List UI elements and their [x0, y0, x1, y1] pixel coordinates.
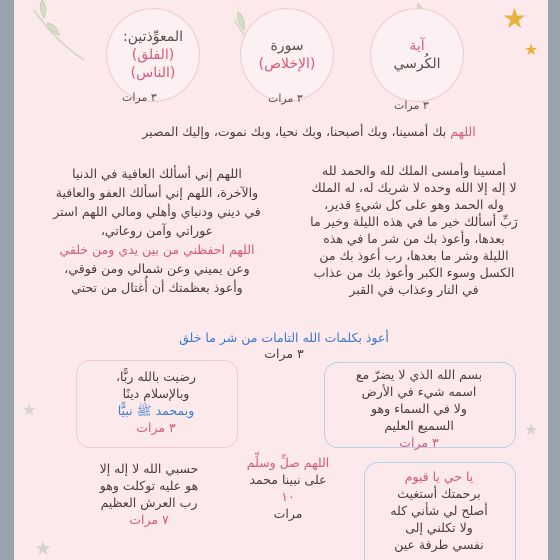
star-icon: ★	[22, 400, 37, 419]
text-line: ولا تكلني إلى	[405, 520, 473, 535]
text-line: لا إله إلا الله وحده لا شريك له، له الملك	[311, 180, 517, 195]
text-line: عوراتي وآمن روعاتي،	[100, 223, 214, 238]
evening-supplication-line	[74, 124, 544, 139]
star-icon: ★	[524, 420, 539, 439]
text-line: اللهم احفظني من بين يدي ومن خلفي	[59, 242, 255, 257]
text-line: يا حي يا قيوم	[404, 469, 474, 484]
text-line: أصلح لي شأني كله	[390, 503, 488, 518]
text-line: وبالإسلام دينًا	[122, 386, 190, 401]
text-line: والآخرة، اللهم إني أسألك العفو والعافية	[55, 185, 259, 200]
text-line: بعدها، وأعوذ بك من شر ما في هذه	[323, 231, 505, 246]
text-line: حسبي الله لا إله إلا	[99, 461, 199, 476]
text-line: اسمه شيء في الأرض	[361, 384, 477, 399]
text-line: الليلة وشر ما بعدها، رب أعوذ بك من	[319, 248, 509, 263]
header-rest: بك أمسينا، وبك أصبحنا، وبك نحيا، وبك نموت، وإليك المصير	[142, 124, 451, 139]
salli-count-word: مرات	[273, 506, 303, 521]
text-line: رضيت بالله ربًّا،	[116, 369, 196, 384]
nas-label: (الناس)	[130, 65, 176, 81]
muawwidhat-label: المعوِّذتين:	[123, 29, 183, 45]
amsayna-block	[284, 162, 544, 298]
star-icon: ★	[502, 2, 528, 35]
text-line: ولا في السماء وهو	[371, 401, 467, 416]
salli-block	[228, 454, 348, 522]
text-line: في ديني ودنياي وأهلي ومالي اللهم استر	[53, 204, 261, 219]
hasbi-block	[64, 460, 234, 528]
text-line: وله الحمد وهو على كل شيءٍ قدير،	[324, 197, 504, 212]
ikhlas-label: (الإخلاص)	[258, 56, 316, 72]
salli-count-number: ١٠	[281, 489, 295, 504]
bismillah-count: ٣ مرات	[399, 435, 439, 450]
text-line: وبمحمد ﷺ نبيًّا	[117, 403, 195, 418]
text-line: في النار وعذاب في القبر	[349, 282, 479, 297]
text-line: وأعوذ بعظمتك أن أُغتال من تحتي	[71, 280, 243, 295]
ayat-count: ٣ مرات	[394, 99, 429, 112]
sura-label: سورة	[270, 38, 304, 54]
alkursi-label: الكُرسي	[393, 56, 441, 72]
surat-ikhlas-circle	[240, 8, 334, 102]
raditu-count: ٣ مرات	[136, 420, 176, 435]
afiya-block	[30, 164, 284, 297]
sura-count: ٣ مرات	[268, 92, 303, 105]
text-line: هو عليه توكلت وهو	[99, 478, 199, 493]
text-line: على نبينا محمد	[249, 472, 327, 487]
muawwidhat-circle	[106, 8, 200, 102]
ayat-alkursi-circle	[370, 8, 464, 102]
star-icon: ★	[34, 536, 52, 560]
text-line: السميع العليم	[384, 418, 454, 433]
hayy-block	[366, 468, 512, 553]
raditu-block	[78, 368, 234, 436]
text-line: الكسل وسوء الكبر وأعوذ بك من عذاب	[313, 265, 515, 280]
text-line: اللهم صلِّ وسلِّم	[246, 455, 330, 470]
text-line: وعن يميني وعن شمالي ومن فوقي،	[64, 261, 250, 276]
audhu-kalimat-line: أعوذ بكلمات الله التامات من شر ما خلق	[179, 330, 389, 345]
audhu-count: ٣ مرات	[264, 346, 304, 361]
muawwidhat-count: ٣ مرات	[122, 91, 157, 104]
text-line: برحمتك أستغيث	[397, 486, 481, 501]
star-icon: ★	[524, 40, 539, 59]
text-line: بسم الله الذي لا يضرّ مع	[355, 367, 483, 382]
allahumma-word: اللهم	[450, 124, 476, 139]
text-line: نفسي طرفة عين	[394, 537, 484, 552]
bismillah-block	[326, 366, 512, 451]
falaq-label: (الفلق)	[131, 47, 175, 63]
ayat-label: آية	[409, 38, 425, 54]
dhikr-card	[14, 0, 548, 560]
text-line: رب العرش العظيم	[100, 495, 198, 510]
text-line: رَبِّ أسألك خير ما في هذه الليلة وخير ما	[310, 214, 518, 229]
text-line: اللهم إني أسألك العافية في الدنيا	[72, 166, 242, 181]
text-line: أمسينا وأمسى الملك لله والحمد لله	[322, 163, 506, 178]
hasbi-count: ٧ مرات	[129, 512, 169, 527]
